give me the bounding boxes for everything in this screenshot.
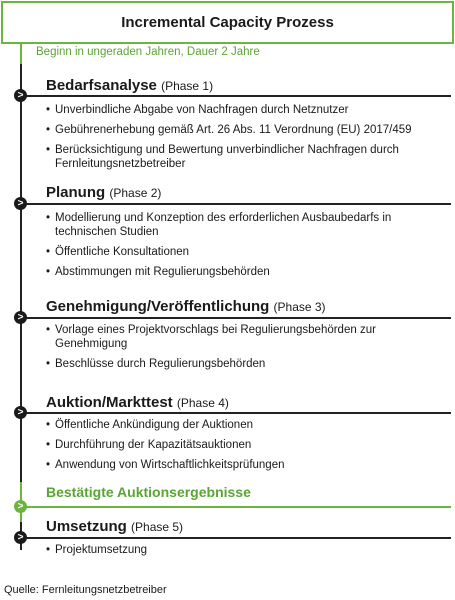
- timeline-line-green-top: [20, 42, 22, 64]
- phase-5-list: [46, 543, 446, 563]
- list-item: • Unverbindliche Abgabe von Nachfragen durch Netznutzer: [46, 103, 446, 117]
- phase-2-name: Planung: [46, 184, 106, 201]
- milestone-rule: [20, 506, 451, 508]
- list-item: • Gebührenerhebung gemäß Art. 26 Abs. 11 Verordnung (EU) 2017/459: [46, 123, 446, 137]
- phase-1-sub: (Phase 1): [161, 79, 214, 93]
- list-item: • Öffentliche Ankündigung der Auktionen: [46, 418, 446, 432]
- list-item: • Berücksichtigung und Bewertung unverbindlicher Nachfragen durch Fernleitungsnetzbetreiber: [46, 143, 446, 171]
- source-note: Quelle: Fernleitungsnetzbetreiber: [4, 584, 167, 596]
- phase-2-list: [46, 211, 446, 285]
- phase-4-title: [46, 394, 229, 411]
- phase-3-list: [46, 323, 446, 377]
- list-item: • Abstimmungen mit Regulierungsbehörden: [46, 265, 446, 279]
- phase-5-sub: (Phase 5): [131, 520, 184, 534]
- list-item: • Öffentliche Konsultationen: [46, 245, 446, 259]
- list-item: • Vorlage eines Projektvorschlags bei Regulierungsbehörden zur Genehmigung: [46, 323, 446, 351]
- chevron-right-icon: >: [14, 406, 27, 419]
- phase-3-sub: (Phase 3): [273, 300, 326, 314]
- phase-5-rule: [20, 537, 451, 539]
- diagram-title-box: [1, 1, 454, 44]
- phase-5-title: [46, 518, 183, 535]
- list-item: • Durchführung der Kapazitätsauktionen: [46, 438, 446, 452]
- phase-1-list: [46, 103, 446, 177]
- phase-4-list: [46, 418, 446, 478]
- diagram-title: Incremental Capacity Prozess: [121, 14, 334, 31]
- phase-3-rule: [20, 317, 451, 319]
- phase-2-sub: (Phase 2): [109, 186, 162, 200]
- phase-2-rule: [20, 203, 451, 205]
- chevron-right-icon: >: [14, 531, 27, 544]
- phase-2-title: [46, 184, 161, 201]
- phase-1-name: Bedarfsanalyse: [46, 77, 157, 94]
- list-item: • Projektumsetzung: [46, 543, 446, 557]
- phase-4-name: Auktion/Markttest: [46, 394, 173, 411]
- phase-4-rule: [20, 412, 451, 414]
- chevron-right-icon: >: [14, 311, 27, 324]
- list-item: • Anwendung von Wirtschaftlichkeitsprüfungen: [46, 458, 446, 472]
- chevron-right-icon: >: [14, 500, 27, 513]
- phase-5-name: Umsetzung: [46, 518, 127, 535]
- milestone-title: Bestätigte Auktionsergebnisse: [46, 484, 251, 500]
- phase-3-name: Genehmigung/Veröffentlichung: [46, 298, 270, 315]
- phase-4-sub: (Phase 4): [176, 396, 229, 410]
- phase-3-title: [46, 298, 326, 315]
- timeline-subtitle: Beginn in ungeraden Jahren, Dauer 2 Jahre: [36, 46, 260, 58]
- list-item: • Beschlüsse durch Regulierungsbehörden: [46, 357, 446, 371]
- phase-1-title: [46, 77, 213, 94]
- timeline-line: [20, 42, 22, 550]
- phase-1-rule: [20, 95, 451, 97]
- list-item: • Modellierung und Konzeption des erforderlichen Ausbaubedarfs in technischen Studien: [46, 211, 446, 239]
- chevron-right-icon: >: [14, 197, 27, 210]
- chevron-right-icon: >: [14, 89, 27, 102]
